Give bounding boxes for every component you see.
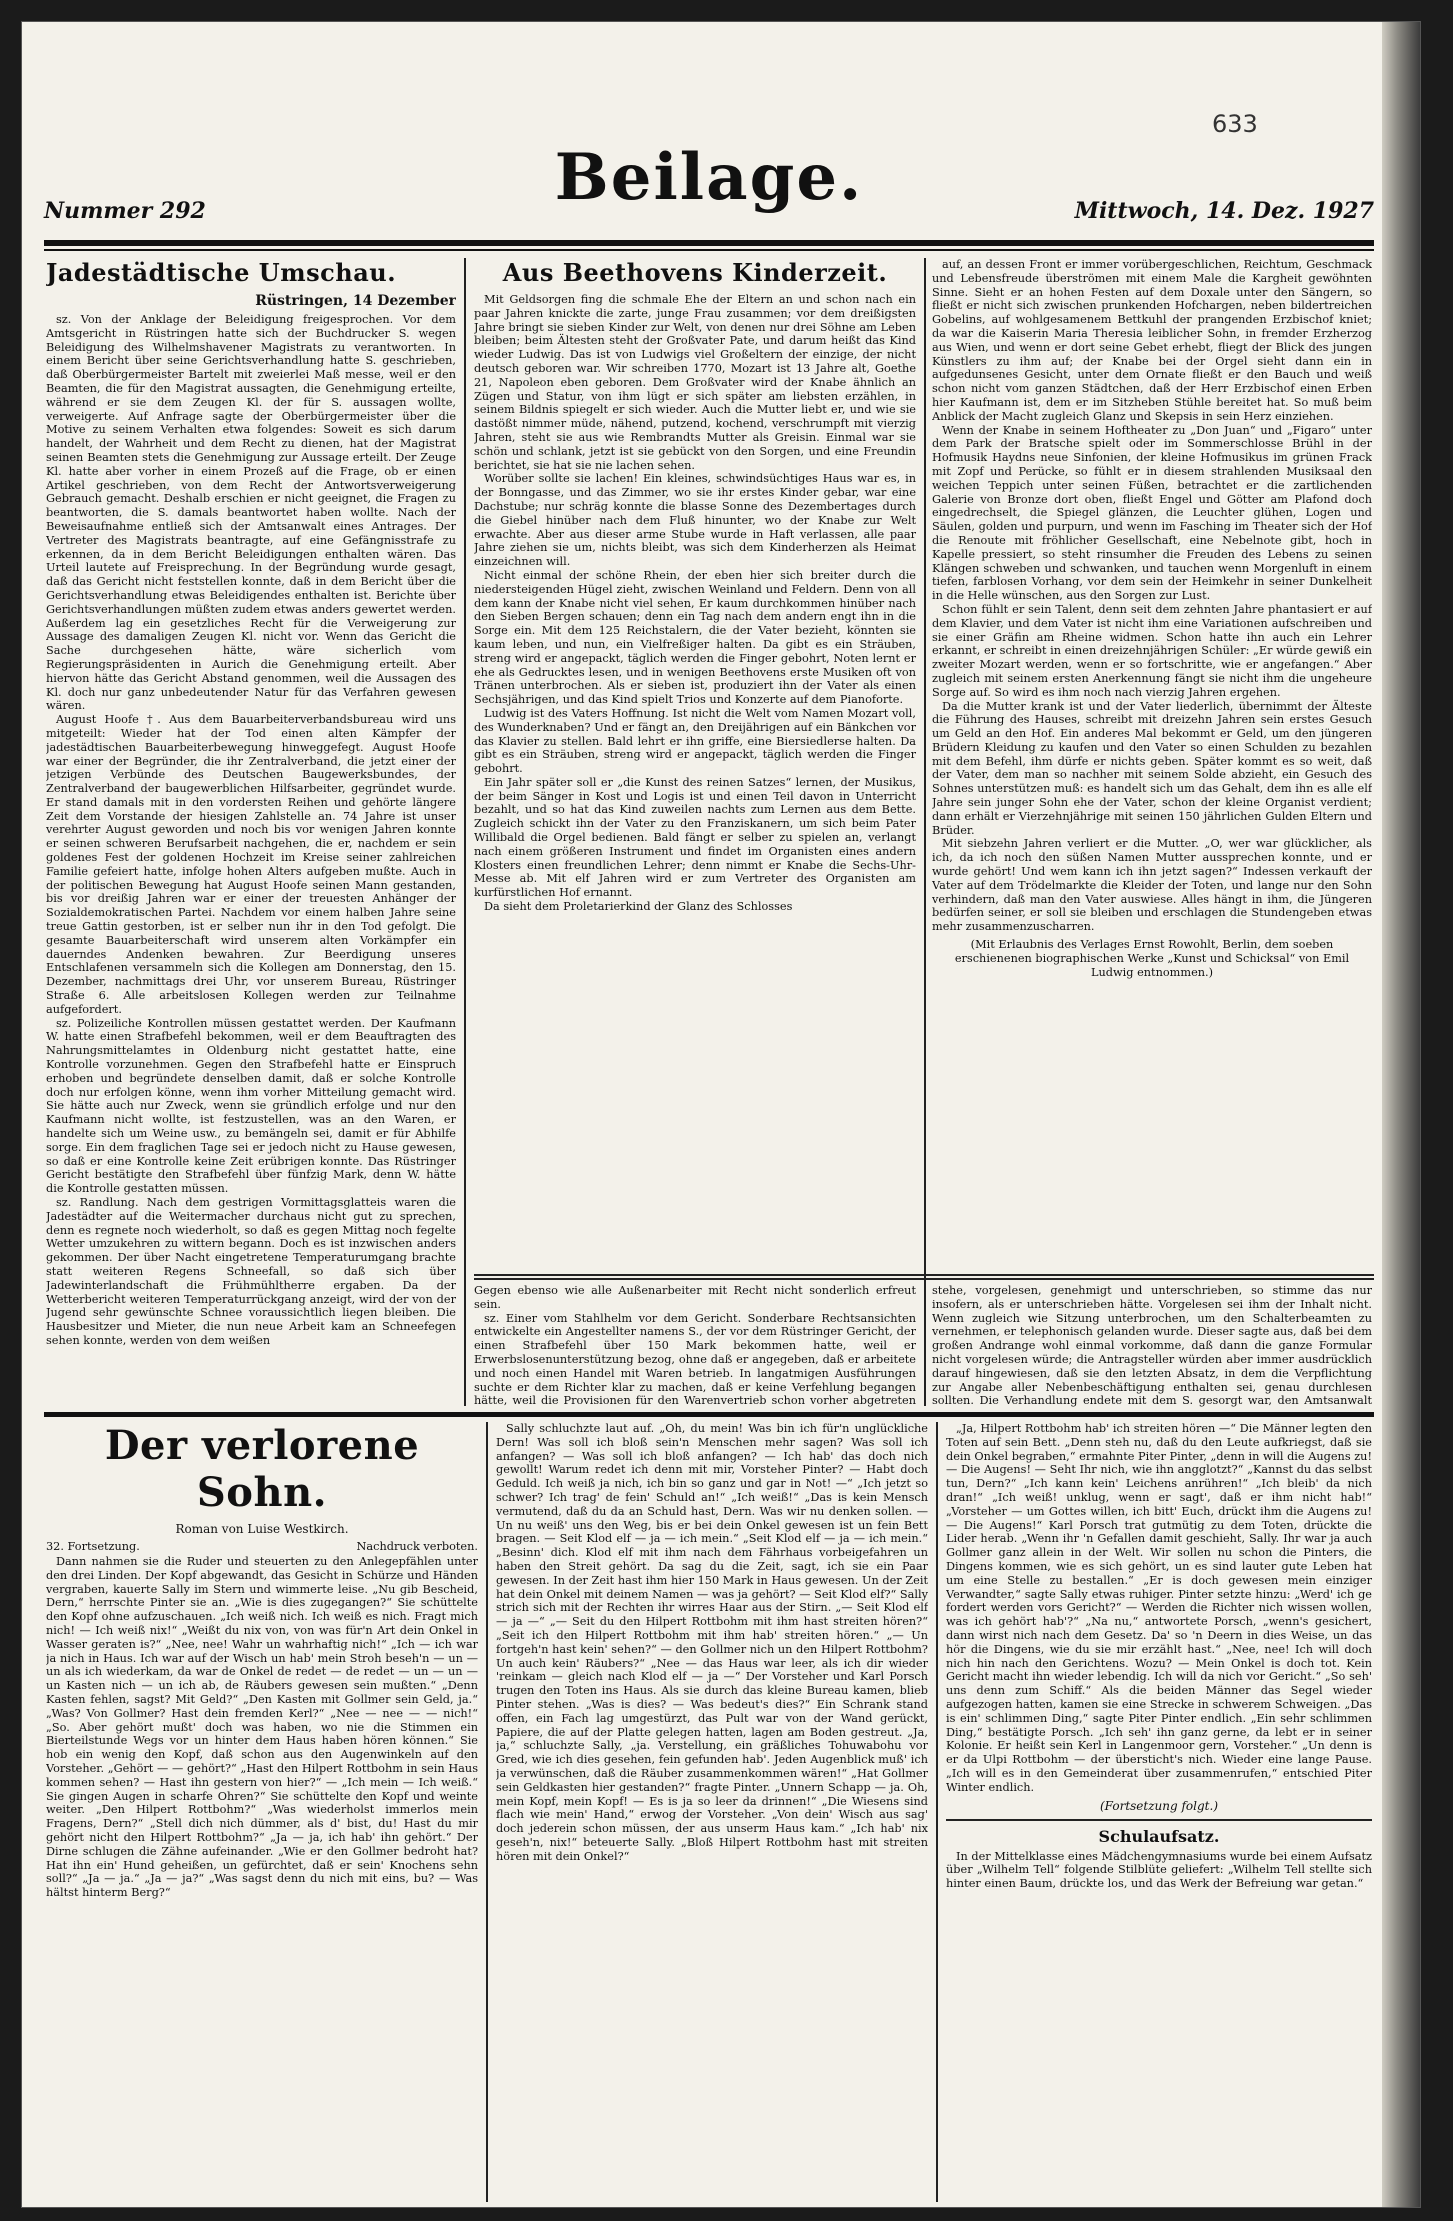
article-paragraph: Wenn der Knabe in seinem Hoftheater zu „Don Juan“ und „Figaro“ unter dem Park der Bratsche spielt oder im Sommerschlosse Brühl in der Hofmusik Haydns neue Sinfonien, der kleine Hofmusikus im grünen Frack mit Zopf und Perücke, so fühlt er in diesem strahlenden Musiksaal den weichen Teppich unter seinen Füßen, betrachtet er die zartlichenden Galerie von Bronze dort oben, fließt Engel und Götter am Plafond doch eingedrechselt, die Spiegel glänzen, die Leuchter glühen, Logen und Säulen, golden und purpurn, und wenn im Fasching im Theater sich der Hof die Renoute mit fröhlicher Gesellschaft, eine Nebelnote gibt, hoch in Kapelle pressiert, so steht rinsumher die Freuden des Lebens zu seinen Klängen schweben und schwanken, und tauchen wenn Morgenluft in einem tiefen, farblosen Vorhang, vor dem sein der Heimkehr in seiner Dunkelheit in die Helle wünschen, aus den Sorgen zur Lust. [932,423,1372,603]
novel-column-2 [496,1422,928,2202]
newspaper-page [22,22,1420,2207]
article-paragraph: Da sieht dem Proletarierkind der Glanz des Schlosses [484,900,793,914]
article-paragraph: stehe, vorgelesen, genehmigt und unterschrieben, so stimme das nur insofern, als er unterschrieben hätte. Vorgelesen sei ihm der Inhalt nicht. Wenn zugleich wie Sitzung unterbrochen, um den Schalterbeamten zu vernehmen, er telephonisch gelanden wurde. Dieser sagte aus, daß bei dem großen Andrange wohl einmal vorkomme, daß dann die ganze Formular nicht vorgelesen würde; die Antragsteller würden aber immer ausdrücklich darauf hingewiesen, daß sie den letzten Absatz, in dem die Verpflichtung zur Angabe aller Nebenbeschäftigung enthalten sei, genau durchlesen sollten. Die Verhandlung endete mit dem S. gesorgt war, den Amtsanwalt [932,1284,1372,1408]
article-paragraph: sz. Polizeiliche Kontrollen müssen gestattet werden. Der Kaufmann W. hatte einen Strafbefehl bekommen, weil er dem Beauftragten des Nahrungsmittelamtes in Oldenburg nicht gestattet hatte, eine Kontrolle vorzunehmen. Gegen den Strafbefehl hatte er Einspruch erhoben und begründete denselben damit, daß er solche Kontrolle doch nur erfolgen könne, wenn ihm vorher Mitteilung gemacht wird. Sie hätte auch nur Zweck, wenn sie gründlich erfolge und nur den Kaufmann nicht wollte, ist festzustellen, was an den Waren, er handelte sich um Weine usw., zu bemängeln sei, damit er für Abhilfe sorge. Ein dem fraglichen Tage sei er jedoch nicht zu Hause gewesen, so daß er eine Kontrolle keine Zeit erübrigen konnte. Das Rüstringer Gericht bestätigte den Strafbefehl über fünfzig Mark, denn W. hätte die Kontrolle gestatten müssen. [46,1016,456,1196]
novel-text: Dann nahmen sie die Ruder und steuerten zu den Anlegepfählen unter den drei Linden. Der Kopf abgewandt, das Gesicht in Schürze und Händen vergraben, kauerte Sally im Stern und wimmerte leise. „Nu gib Bescheid, Dern,“ herrschte Pinter sie an. „Wie is dies zugegangen?“ Sie schüttelte den Kopf ohne aufzuschauen. „Ich weiß nich. Ich weiß es nich. Fragt mich nich! — Ich weiß nix!“ „Weißt du nix von, von was für'n Art dein Onkel in Wasser geraten is?“ „Nee, nee! Wahr un wahrhaftig nich!“ „Ich — ich war ja nich in Haus. Ich war auf der Wisch un hab' mein Stroh beseh'n — un — un als ich wiederkam, da war de Onkel de redet — de redet — un — un — un Kasten nich — un ich ab, de Räubers gewesen sein mußten.“ „Denn Kasten fehlen, sagst? Mit Geld?“ „Den Kasten mit Gollmer sein Geld, ja.“ „Was? Von Gollmer? Hast dein fremden Kerl?“ „Nee — nee — — nich!“ „So. Aber gehört mußt' doch was haben, wo nie die Stimmen ein Bierteilstunde Wegs vor un hinter dem Haus haben hören können.“ Sie hob ein wenig den Kopf, daß schon aus den Augenwinkeln auf den Vorsteher. „Gehört — — gehört?“ „Hast den Hilpert Rottbohm in sein Haus kommen sehen? — Hast ihn gestern von hier?“ — „Ich mein — Ich weiß.“ Sie gingen Augen in scharfe Ohren?“ Sie schüttelte den Kopf und weinte weiter. „Den Hilpert Rottbohm?“ „Was wiederholst immerlos mein Fragens, Dern?“ „Stell dich nich dümmer, als d' bist, du! Hast du mir gehört nicht den Hilpert Rottbohm?“ „Ja — ja, ich hab' ihn gehört.“ Der Dirne schlugen die Zähne aufeinander. „Wie er den Gollmer bedroht hat? Hat ihn ein' Hund geheißen, un gefürchtet, daß er sein' Knochens sehn soll?“ „Ja — ja.“ „Ja — ja?“ „Was sagst denn du nich mit eins, bu? — Was hältst hinterm Berg?“ [46,1555,478,1900]
reprint-notice: Nachdruck verboten. [356,1540,478,1553]
article-paragraph: auf, an dessen Front er immer vorübergeschlichen, Reichtum, Geschmack und Lebensfreude überströmen mit einem Male die Kargheit gewöhnten Sinne. Sieht er an hohen Festen auf dem Doxale unter den Sängern, so fließt er nicht sich zwischen prunkenden Hofchargen, neben bildertreichen Gobelins, auf wohlgesamenem Bettkuhl der prangenden Erzbischof kniet; da war die Kaiserin Maria Theresia leiblicher Sohn, in fremder Erzherzog aus Wien, und wenn er dort seine Gebet erhebt, fliegt der Blick des jungen Künstlers zu ihm auf; der Knabe bei der Orgel sieht dann ein in aufgedunsenes Gesicht, unter dem Ornate fließt er den Bauch und weiß schon nicht vom ganzen Städtchen, daß der Herr Erzbischof einen Erben hier Kaufmann ist, dem er im Sitzheben Stühle bereitet hat. So muß beim Anblick der Macht zugleich Glanz und Skepsis in sein Herz einziehen. [932,258,1372,423]
article-jadestaedtische-umschau [46,258,456,1408]
novel-meta [46,1540,478,1553]
section-divider [44,1412,1374,1417]
article-paragraph: Ludwig ist des Vaters Hoffnung. Ist nicht die Welt vom Namen Mozart voll, des Wunderknaben? Und er fängt an, den Dreijährigen auf ein Bänkchen vor das Klavier zu stellen. Bald lehrt er ihn griffe, eine Biersiedlerse halten. Da gibt es ein Sträuben, streng wird er angepackt, täglich werden die Finger gebohrt. [474,706,916,776]
article-stahlhelm [474,1284,916,1408]
article-headline: Jadestädtische Umschau. [46,258,397,287]
column-divider [924,258,926,1406]
section-rule [946,1819,1372,1821]
section-rule [474,1274,1374,1276]
column-divider [464,258,466,1406]
novel-continued-notice: (Fortsetzung folgt.) [1100,1798,1218,1813]
article-paragraph: Mit Geldsorgen fing die schmale Ehe der Eltern an und schon nach ein paar Jahren knickte die zarte, junge Frau zusammen; vor dem dreißigsten Jahre bringt sie sieben Kinder zur Welt, von denen nur drei Söhne am Leben bleiben; beim Ältesten steht der Großvater Pate, und darum heißt das Kind wieder Ludwig. Das ist von Ludwigs viel Großeltern der einzige, der nicht deutsch geboren war. Wir schreiben 1770, Mozart ist 13 Jahre alt, Goethe 21, Napoleon eben geboren. Dem Großvater wird der Knabe ähnlich an Zügen und Statur, von ihm lügt er sich später am liebsten erzählen, in seinem Bildnis spiegelt er sich wieder. Auch die Mutter liebt er, und wie sie dastößt nimmer müde, nähend, putzend, kochend, verschrumpft mit vierzig Jahren, steht sie aus wie Rembrandts Mutter als Greisin. Einmal war sie schön und schlank, jetzt ist sie gebückt von den Sorgen, und eine Freundin berichtet, sie hat sie nie lachen sehen. [474,293,916,472]
school-text: In der Mittelklasse eines Mädchengymnasiums wurde bei einem Aufsatz über „Wilhelm Tell“ folgende Stilblüte geliefert: „Wilhelm Tell stellte sich hinter einen Baum, drückte los, und das Werk der Befreiung war getan.“ [946,1849,1372,1891]
column-divider [936,1422,938,2202]
school-headline: Schulaufsatz. [1098,1826,1220,1846]
masthead-rule [44,240,1374,246]
article-paragraph: sz. Randlung. Nach dem gestrigen Vormittagsglatteis waren die Jadestädter auf die Weitermacher durchaus nicht gut zu sprechen, denn es regnete noch wiederholt, so daß es gegen Mittag noch fegelte Wetter umzukehren zu wittern begann. Doch es ist inzwischen anders gekommen. Der über Nacht eingetretene Temperaturumgang brachte statt weiteren Regens Schneefall, so daß sich über Jadewinterlandschaft die Frühmühltherre ergaben. Da der Wetterbericht weiteren Temperaturrückgang anzeigt, wird der von der Jugend sehr gewünschte Schnee voraussichtlich liegen bleiben. Die Hausbesitzer und Mieter, die nun neue Arbeit kam an Schneefegen sehen konnte, werden von dem weißen [46,1196,456,1347]
article-paragraph: Gegen ebenso wie alle Außenarbeiter mit Recht nicht sonderlich erfreut sein. [474,1284,916,1311]
article-paragraph: Ein Jahr später soll er „die Kunst des reinen Satzes“ lernen, der Musikus, der beim Sänger in Kost und Logis ist und einen Teil davon in Unterricht bezahlt, und so hat das Kind zuweilen nachts zum Lernen aus dem Bette. Zugleich schickt ihn der Vater zu den Franziskanern, um sich beim Pater Willibald die Orgel bedienen. Bald fängt er selber zu spielen an, verlangt nach einem größeren Instrument und findet im Organisten eines andern Klosters einen freundlichen Lehrer; denn nimmt er Knabe die Sechs-Uhr-Messe ab. Mit elf Jahren wird er zum Vertreter des Organisten am kurfürstlichen Hof ernannt. [474,775,916,900]
novel-byline: Roman von Luise Westkirch. [175,1522,349,1536]
section-title: Beilage. [554,140,864,215]
article-paragraph: Schon fühlt er sein Talent, denn seit dem zehnten Jahre phantasiert er auf dem Klavier, und dem Vater ist nicht ihm eine Variationen aufschreiben und sie einer Gräfin am Rheine widmen. Schon hatte ihn auch ein Lehrer erkannt, er schreibt in einen dreizehnjährigen Schüler: „Er würde gewiß ein zweiter Mozart werden, wenn er so fortschritte, wie er angefangen.“ Aber zugleich mit seinem ersten Anerkennung fängt sie nicht ihm die ungeheure Sorge auf. So wird es ihm noch nach vierzig Jahren ergehen. [932,602,1372,699]
column-divider [486,1422,488,2202]
article-headline: Aus Beethovens Kinderzeit. [502,258,888,287]
article-paragraph: sz. Von der Anklage der Beleidigung freigesprochen. Vor dem Amtsgericht in Rüstringen hatte sich der Buchdrucker S. wegen Beleidigung des Wilhelmshavener Magistrats zu verantworten. In einem Bericht über seine Gerichtsverhandlung hatte S. geschrieben, daß Oberbürgermeister Bartelt mit zweierlei Maß messe, weil er den Beamten, die für den Magistrat aussagten, die Genehmigung erteilte, während er sie dem Zeugen Kl. der für S. aussagen wollte, verweigerte. Auf Anfrage sagte der Oberbürgermeister über die Motive zu seinem Verhalten etwa folgendes: Soweit es sich darum handelt, der Wahrheit und dem Recht zu dienen, hat der Magistrat seinen Beamten stets die Genehmigung zur Aussage erteilt. Der Zeuge Kl. hatte aber vorher in einem Prozeß auf die Frage, ob er einen Artikel geschrieben, von dem Recht der Antwortsverweigerung Gebrauch gemacht. Deshalb erschien er nicht geeignet, die Fragen zu beantworten, die S. damals beantwortet haben wollte. Nach der Beweisaufnahme entließ sich der Amtsanwalt eines Antrages. Der Vertreter des Magistrats beantragte, auf eine Gefängnisstrafe zu erkennen, da in dem Bericht Beleidigungen enthalten wären. Das Urteil lautete auf Freisprechung. In der Begründung wurde gesagt, daß das Gericht nicht feststellen konnte, daß in dem Bericht über die Gerichtsverhandlung etwas Beleidigendes enthalten ist. Berichte über Gerichtsverhandlungen müßten zudem etwas anders gewertet werden. Außerdem lag ein gesetzliches Recht für die Verweigerung zur Aussage des damaligen Zeugen Kl. nicht vor. Wenn das Gericht die Sache durchgesehen hätte, wäre sicherlich vom Regierungspräsidenten in Aurich die Genehmigung erteilt. Aber hiervon hätte das Gericht Abstand genommen, weil die Aussagen des Kl. doch nur ganz unbedeutender Natur für das Verfahren gewesen wären. [46,313,456,713]
novel-headline: Der verlorene Sohn. [104,1422,420,1516]
article-paragraph: August Hoofe †. Aus dem Bauarbeiterverbandsbureau wird uns mitgeteilt: Wieder hat der Tod einen alten Kämpfer der jadestädtischen Bauarbeiterbewegung hinweggefegt. August Hoofe war einer der Begründer, die ihr Zentralverband, die jetzt einer der jetzigen Verbünde des Deutschen Baugewerksbundes, der Zentralverband der baugewerblichen Hilfsarbeiter, gegründet wurde. Er stand damals mit in den vordersten Reihen und gehörte längere Zeit dem Vorstande der hiesigen Zahlstelle an. 74 Jahre ist unser verehrter August geworden und noch bis vor wenigen Jahren konnte er seinen schweren Berufsarbeit nachgehen, die er, nachdem er sein goldenes Fest der goldenen Hochzeit im Kreise seiner zahlreichen Familie gefeiert hatte, infolge hohen Alters aufgeben mußte. Auch in der politischen Bewegung hat August Hoofe seinen Mann gestanden, bis vor dreißig Jahren war er einer der treuesten Anhänger der Sozialdemokratischen Partei. Nachdem vor einem halben Jahre seine treue Gattin gestorben, ist er selber nun ihr in den Tod gefolgt. Die gesamte Bauarbeiterschaft wird unserem alten Vorkämpfer ein dauerndes Andenken bewahren. Zur Beerdigung unseres Entschlafenen versammeln sich die Kollegen am Donnerstag, den 15. Dezember, nachmittags drei Uhr, vor unserem Bureau, Rüstringer Straße 6. Alle arbeitslosen Kollegen werden zur Teilnahme aufgefordert. [46,713,456,1016]
masthead [44,140,1374,236]
article-paragraph: Nicht einmal der schöne Rhein, der eben hier sich breiter durch die niedersteigenden Hügel zieht, zwischen Weinland und Feldern. Denn von all dem kann der Knabe nicht viel sehen, Er kaum durchkommen hinüber nach den Sieben Bergen schauen; denn ein Tag nach dem andern engt ihn in die Sorge ein. Mit dem 125 Reichstalern, die der Vater bezieht, könnten sie kaum leben, und nun, ein Vielfreßiger halten. Da gibt es ein Sträuben, streng wird er angepackt, täglich werden die Finger gebohrt, Noten lernt er ehe als Gedrucktes lesen, und in wenigen Beethovens erste Musiken oft von Tränen unterbrochen. Als er sieben ist, produziert ihn der Vater als einen Sechsjährigen, und das Kind spielt Trios und Konzerte auf dem Pianoforte. [474,568,916,707]
novel-column-3 [946,1422,1372,2202]
section-rule [474,1278,1374,1280]
novel-text: „Ja, Hilpert Rottbohm hab' ich streiten hören —“ Die Männer legten den Toten auf sein Bett. „Denn steh nu, daß du den Leute aufkriegst, daß sie dein Onkel begraben,“ ermahnte Piter Pinter, „denn in will die Augens zu! — Die Augens! — Seht Ihr nich, wie ihn angglotzt?“ „Kannst du das selbst tun, Dern?“ „Ich kann kein' Leichens anrühren!“ „Ich bleib' da nich dran!“ „Ich weiß! unklug, wenn er sagt', daß er ihm nicht hab!“ „Vorsteher — um Gottes willen, ich bitt' Euch, drückt ihm die Augens zu! — Die Augens!“ Karl Porsch trat gutmütig zu dem Toten, drückte die Lider herab. „Wenn ihr 'n Gefallen damit geschieht, Sally. Ihr war ja auch Gollmer ganz allein in der Welt. Wir sollen nu schon die Pinters, die Dingens kommen, wie es sich gehört, un es sind lauter gute Leben hat um eine Stelle zu bestallen.“ „Er is doch gewesen mein einziger Verwandter,“ sagte Sally etwas ruhiger. Pinter setzte hinzu: „Werd' ich ge fordert werden vors Gericht?“ — Werden die Richter nich wissen wollen, was ich gehört hab'?“ „Na nu,“ antwortete Porsch, „wenn's gesichert, dann wirst nich nach dem Gesetz. Da' so 'n Deern in dies Weise, un das hör die Dingens, wie du sie mir erzählt hast.“ „Nee, nee! Ich will doch nich hin nach den Gerichtens. Wozu? — Mein Onkel is doch tot. Kein Gericht macht ihn wieder lebendig. Ich will da nich vor Gericht.“ „So seh' uns denn zum Schiff.“ Als die beiden Männer das Segel wieder aufgezogen hatten, kamen sie eine Strecke in schwerem Schweigen. „Das is ein' schlimmen Ding,“ sagte Piter Pinter endlich. „Ein sehr schlimmen Ding,“ bestätigte Porsch. „Ich seh' ihn ganz gerne, da lebt er in seiner Kolonie. Er heißt sein Kerl in Langenmoor gern, Vorsteher.“ „Un denn is er da Ulpi Rottbohm — der übersticht's nich. Wieder eine lange Pause. „Ich will es in den Gemeinderat über zusammenrufen,“ entschied Piter Winter endlich. [946,1422,1372,1794]
binding-edge [1382,22,1420,2207]
article-dateline: Rüstringen, 14 Dezember [255,293,456,309]
article-beethoven-continued [932,258,1372,1268]
novel-installment: 32. Fortsetzung. [46,1540,140,1553]
masthead-rule-thin [44,249,1374,251]
article-paragraph: sz. Einer vom Stahlhelm vor dem Gericht. Sonderbare Rechtsansichten entwickelte ein Angestellter namens S., der vor dem Rüstringer Gericht, der einen Strafbefehl über 150 Mark bekommen hatte, weil er Erwerbslosenunterstützung bezog, ohne daß er angegeben, daß er arbeitete und noch einen Handel mit Waren betrieb. In langatmigen Ausführungen suchte er dem Richter klar zu machen, daß er keine Verfehlung begangen hätte, weil die Provisionen für den Warenvertrieb schon vorher abgetreten [474,1311,916,1408]
novel-column-1 [46,1422,478,2202]
page-number: 633 [1212,110,1258,138]
article-paragraph: Worüber sollte sie lachen! Ein kleines, schwindsüchtiges Haus war es, in der Bonngasse, und das Zimmer, wo sie ihr erstes Kinder gebar, war eine Dachstube; nur schräg konnte die blasse Sonne des Dezembertages durch die Giebel hinüber nach dem Fluß hinunter, wo der Knabe zur Welt erwachte. Aber aus dieser arme Stube wurde in Haft verlassen, alle paar Jahre ziehen sie um, nichts bleibt, was sich dem Kinderherzen als Heimat einzeichnen will. [474,472,916,569]
article-beethoven [474,258,916,1268]
novel-text: Sally schluchzte laut auf. „Oh, du mein! Was bin ich für'n unglückliche Dern! Was soll ich bloß sein'n Menschen mehr sagen? Was soll ich anfangen? — Was soll ich bloß anfangen? — Ich hab' das doch nich gewollt! Warum redet ich denn mit mir, Vorsteher Pinter? — Habt doch Geduld. Ich weiß ja nich, ich bin so ganz und gar in Not! —“ „Ich jetzt so schwer? Ich trag' de fein' Schuld an!“ „Ich weiß!“ „Das is kein Mensch vermutend, daß du da an Schuld hast, Dern. Was wir nu denken sollen. — Un nu weiß' uns den Weg, bis er bei dein Onkel gewesen ist un fein Bett bragen. — Seit Klod elf — ja — ich mein.“ „Seit Klod elf — ja — ich mein.“ „Besinn' dich. Klod elf mit ihm nach dem Fährhaus vorbeigefahren un haben den Streit gehört. Da sag du die Zeit, sagt, ich sie ein Paar gewesen. In der Zeit hast ihm hier 150 Mark in Haus gewesen. Un der Zeit hat dein Onkel mit deinem Namen — was ja gehört? — Seit Klod elf?“ Sally strich sich mit der Rechten ihr wirres Haar aus der Stirn. „— Seit Klod elf — ja —“ „— Seit du den Hilpert Rottbohm mit ihm hast streiten hören?“ „Seit ich den Hilpert Rottbohm mit ihm hab' streiten hören.“ „— Un fortgeh'n hast kein' sehen?“ — den Gollmer nich un den Hilpert Rottbohm? Un auch kein' Räubers?“ „Nee — das Haus war leer, als ich dir wieder 'reinkam — gleich nach Klod elf — ja —“ Der Vorsteher und Karl Porsch trugen den Toten ins Haus. Als sie durch das kleine Bureau kamen, blieb Pinter stehen. „Was is dies? — Was bedeut's dies?“ Ein Schrank stand offen, ein Fach lag umgestürzt, das Pult war von der Wand gerückt, Papiere, die auf der Platte gelegen hatten, lagen am Boden gestreut. „Ja, ja,“ schluchzte Sally, „ja. Verstellung, ein gräßliches Tohuwabohu vor Gred, wie ich dies gesehen, fein gefunden hab'. Jeden Augenblick muß' ich ja verwünschen, daß die Räuber zusammenkommen wären!“ „Hat Gollmer sein Geldkasten hier gestanden?“ fragte Pinter. „Unnern Schapp — ja. Oh, mein Kopf, mein Kopf! — Es is ja so leer da drinnen!“ „Die Wiesens sind flach wie mein' Hand,“ erwog der Vorsteher. „Von dein' Wisch aus sag' doch jederein schon müssen, der aus unserm Haus kam.“ „Ich hab' nix geseh'n, nix!“ beteuerte Sally. „Bloß Hilpert Rottbohm hast mit streiten hören mit dein Onkel?“ [496,1422,928,1863]
issue-number: Nummer 292 [44,198,206,224]
issue-date: Mittwoch, 14. Dez. 1927 [1074,198,1374,224]
article-stahlhelm-continued [932,1284,1372,1408]
article-paragraph: Mit siebzehn Jahren verliert er die Mutter. „O, wer war glücklicher, als ich, da ich noch den süßen Namen Mutter aussprechen konnte, und er wurde gehört! Und wem kann ich ihn jetzt sagen?“ Indessen verkauft der Vater auf dem Trödelmarkte die Kleider der Toten, und lange nur den Sohn verhindern, daß man den Vater auswiese. Alles hängt in ihm, die Jüngeren bedürfen seiner, er soll sie bleiben und erschlagen die Stundengeben etwas mehr zusammenzuscharren. [932,837,1372,934]
article-paragraph: Da die Mutter krank ist und der Vater liederlich, übernimmt der Älteste die Führung des Hauses, schreibt mit dreizehn Jahren sein erstes Gesuch um Geld an den Hof. Ein anderes Mal bekommt er Geld, um den jüngeren Brüdern Kleidung zu kaufen und den Vater so einen Schulden zu bezahlen mit dem Befehl, ihm dürfe er nichts geben. Später kommt es so weit, daß der Vater, dem man so nachher mit seinem Solde abzieht, ein Gesuch des Sohnes unterstützen muß: es handelt sich um das Gehalt, dem ihn es alle elf Jahre sein junger Sohn ehe der Vater, schon der kleine Organist verdient; dann erhält er Vierzehnjährige mit seinen 150 jährlichen Gulden Eltern und Brüder. [932,699,1372,837]
article-credit: (Mit Erlaubnis des Verlages Ernst Rowohlt, Berlin, dem soeben erschienenen biographischen Werke „Kunst und Schicksal“ von Emil Ludwig entnommen.) [954,938,1350,979]
